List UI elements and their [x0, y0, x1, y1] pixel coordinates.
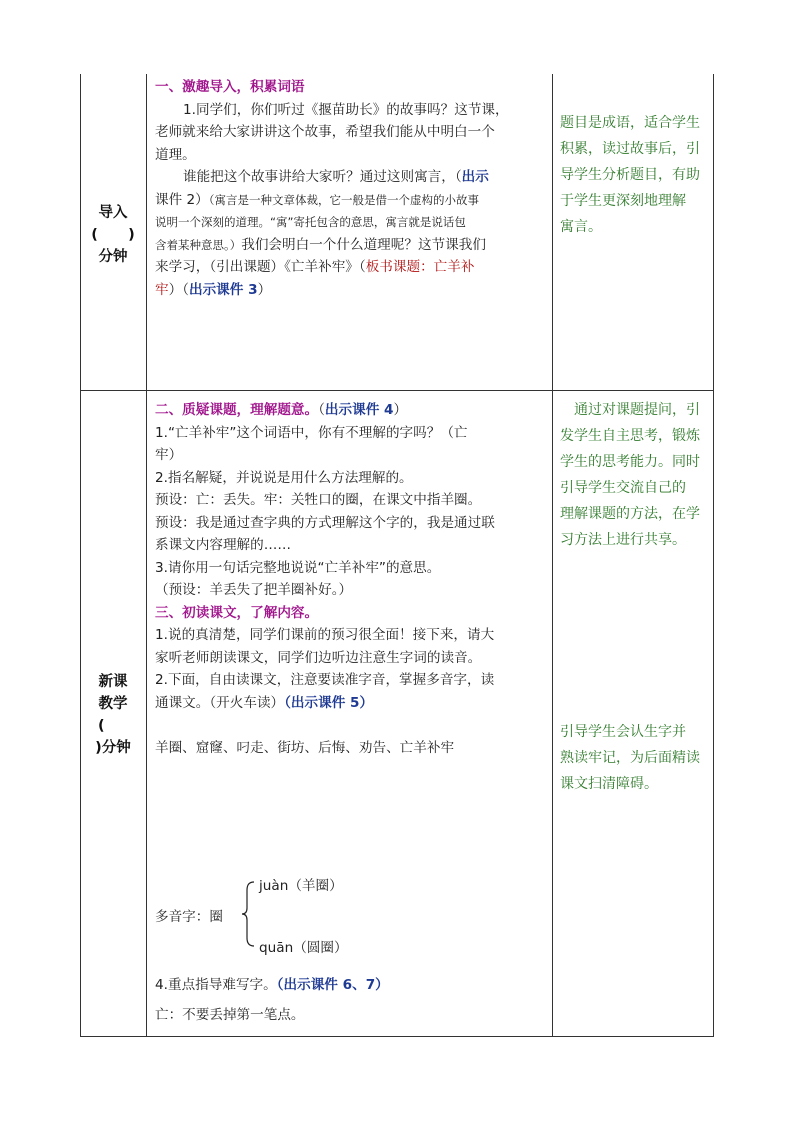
nl-l1a: 1.“亡羊补牢”这个词语中，你有不理解的字吗？（亡 [155, 424, 468, 441]
table-border-bottom [80, 1036, 714, 1037]
nl-l3: 预设：亡：丢失。牢：关牲口的圈，在课文中指羊圈。 [155, 492, 482, 508]
intro-p2a: 谁能把这个故事讲给大家听？通过这则寓言，（出示 [183, 169, 489, 185]
table-border-right [713, 74, 714, 1037]
poly-label: 多音字：圈 [155, 909, 223, 925]
nl-l1b: 牢） [155, 447, 183, 463]
column-divider-notes [552, 74, 553, 1037]
nl-l2: 2.指名解疑，并说说是用什么方法理解的。 [155, 469, 413, 486]
nl-m1a: 1.说的真清楚，同学们课前的预习很全面！接下来，请大 [155, 627, 495, 643]
nl-m2b: 通课文。（开火车读）（出示课件 5） [155, 694, 374, 711]
intro-design-note: 题目是成语，适合学生 积累，读过故事后，引 导学生分析题目，有助 于学生更深刻地理解 寓言。 [560, 115, 700, 235]
intro-p2f: 牢）（出示课件 3） [155, 281, 272, 298]
intro-p2c: 说明一个深刻的道理。“寓”寄托包含的意思，寓言就是说话包 [155, 215, 466, 229]
nl-l6: （预设：羊丢失了把羊圈补好。） [155, 582, 353, 598]
column-divider-stage [146, 74, 147, 1037]
intro-p1a: 1.同学们，你们听过《揠苗助长》的故事吗？这节课， [183, 101, 509, 118]
new-lesson-note-2: 引导学生会认生字并 熟读牢记，为后面精读 课文扫清障碍。 [560, 724, 700, 792]
nl-l4b: 系课文内容理解的…… [155, 537, 291, 553]
nl-l5: 3.请你用一句话完整地说说“亡羊补牢”的意思。 [155, 559, 441, 576]
nl-m2a: 2.下面，自由读课文，注意要读准字音，掌握多音字，读 [155, 672, 495, 688]
nl-l4a: 预设：我是通过查字典的方式理解这个字的，我是通过联 [155, 514, 495, 531]
intro-p1c: 道理。 [155, 146, 196, 163]
stage-new-lesson-label: 新课 教学 ( )分钟 [95, 674, 131, 756]
intro-p2e: 来学习，（引出课题）《亡羊补牢》（板书课题：亡羊补 [155, 259, 475, 275]
new-lesson-note-1: 通过对课题提问，引 发学生自主思考，锻炼 学生的思考能力。同时 引导学生交流自己的 理解课题的方法，在学 习方法上进行共享。 [560, 402, 700, 548]
poly-reading-1: juàn（羊圈） [259, 878, 343, 894]
lesson-plan-table [80, 74, 714, 1037]
section-two-heading: 二、质疑课题，理解题意。（出示课件 4） [155, 402, 408, 418]
new-lesson-content [155, 399, 551, 759]
section-three-heading: 三、初读课文，了解内容。 [155, 604, 319, 621]
intro-heading: 一、激趣导入，积累词语 [155, 79, 305, 95]
nl-m1b: 家听老师朗读课文，同学们边听边注意生字词的读音。 [155, 649, 482, 666]
row-divider [80, 390, 714, 391]
intro-p2d: 含着某种意思。）我们会明白一个什么道理呢？这节课我们 [155, 236, 486, 253]
new-lesson-content-end [155, 970, 551, 1030]
stage-intro-label: 导入 ( ) 分钟 [91, 205, 135, 265]
intro-p1b: 老师就来给大家讲讲这个故事，希望我们能从中明白一个 [155, 124, 495, 140]
vocabulary-words: 羊圈、窟窿、叼走、街坊、后悔、劝告、亡羊补牢 [155, 739, 455, 756]
intro-p2b: 课件 2）（寓言是一种文章体裁，它一般是借一个虚构的小故事 [155, 191, 480, 208]
nl-m5: 亡：不要丢掉第一笔点。 [155, 1007, 305, 1023]
intro-content [155, 76, 551, 301]
nl-m4: 4.重点指导难写字。（出示课件 6、7） [155, 977, 389, 993]
poly-reading-2: quān（圆圈） [259, 940, 348, 956]
brace-icon [241, 881, 255, 947]
